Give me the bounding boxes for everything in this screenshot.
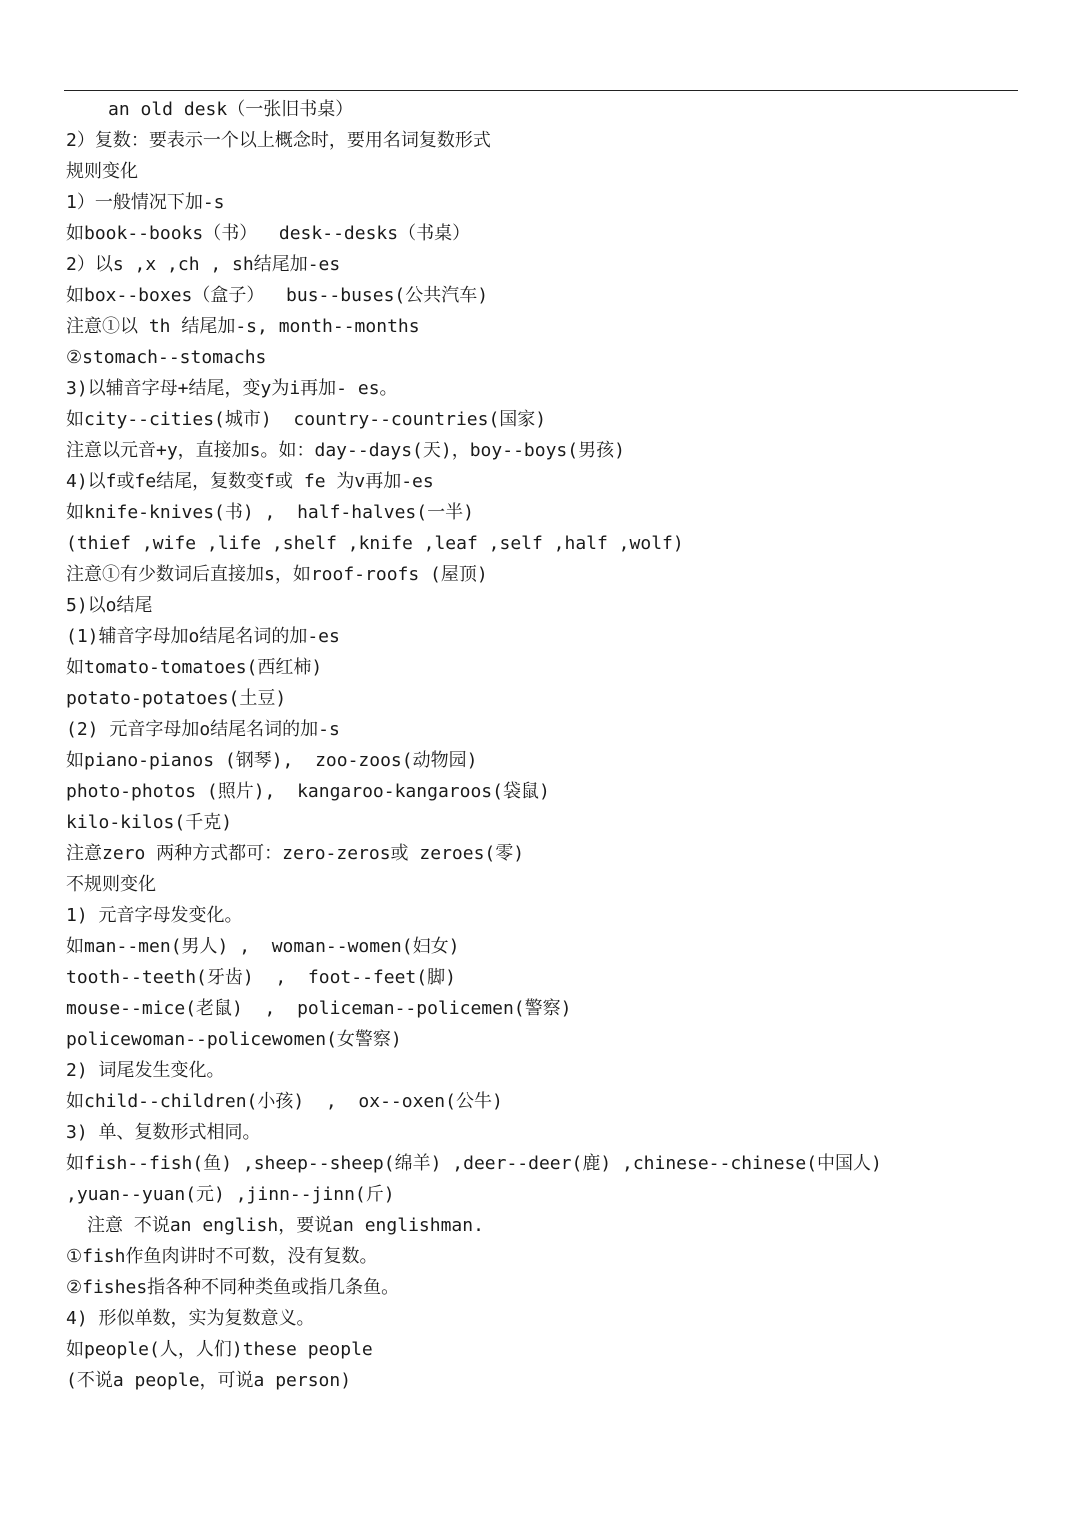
text-line: 不规则变化 (66, 874, 156, 895)
text-line: ②fishes指各种不同种类鱼或指几条鱼。 (66, 1277, 400, 1298)
text-line: ①fish作鱼肉讲时不可数，没有复数。 (66, 1246, 378, 1267)
text-line: 4)以f或fe结尾，复数变f或 fe 为v再加-es (66, 471, 434, 492)
text-line: (不说a people，可说a person) (66, 1370, 352, 1391)
text-line: 如knife-knives(书) , half-halves(一半) (66, 502, 474, 523)
text-line: 如piano-pianos (钢琴), zoo-zoos(动物园) (66, 750, 478, 771)
text-line: 注意①以 th 结尾加-s, month--months (66, 316, 420, 337)
text-line: 如city--cities(城市) country--countries(国家) (66, 409, 547, 430)
text-line: ,yuan--yuan(元) ,jinn--jinn(斤) (66, 1184, 395, 1205)
text-line: 3) 单、复数形式相同。 (66, 1122, 261, 1143)
text-line: 如child--children(小孩) , ox--oxen(公牛) (66, 1091, 503, 1112)
document-body (66, 94, 1016, 1396)
text-line: 如box--boxes（盒子） bus--buses(公共汽车) (66, 285, 489, 306)
text-line: 2) 词尾发生变化。 (66, 1060, 225, 1081)
text-line: ②stomach--stomachs (66, 347, 267, 368)
text-line: (2) 元音字母加o结尾名词的加-s (66, 719, 340, 740)
text-line: 如book--books（书） desk--desks（书桌） (66, 223, 471, 244)
header-rule (64, 90, 1018, 91)
text-line: 注意以元音+y，直接加s。如：day--days(天)，boy--boys(男孩) (66, 440, 625, 461)
text-line: 3)以辅音字母+结尾，变y为i再加- es。 (66, 378, 398, 399)
text-line: 4) 形似单数，实为复数意义。 (66, 1308, 315, 1329)
text-line: kilo-kilos(千克) (66, 812, 233, 833)
text-line: 规则变化 (66, 161, 138, 182)
text-line: tooth--teeth(牙齿) , foot--feet(脚) (66, 967, 456, 988)
text-line: 1) 元音字母发变化。 (66, 905, 243, 926)
text-line: (thief ,wife ,life ,shelf ,knife ,leaf ,self ,half ,wolf) (66, 533, 684, 554)
text-line: 如fish--fish(鱼) ,sheep--sheep(绵羊) ,deer--deer(鹿) ,chinese--chinese(中国人) (66, 1153, 882, 1174)
text-line: 如people(人，人们)these people (66, 1339, 373, 1360)
text-line: 注意①有少数词后直接加s，如roof-roofs (屋顶) (66, 564, 488, 585)
text-line: (1)辅音字母加o结尾名词的加-es (66, 626, 340, 647)
text-line: 2）复数：要表示一个以上概念时，要用名词复数形式 (66, 130, 491, 151)
text-line: policewoman--policewomen(女警察) (66, 1029, 402, 1050)
text-line: potato-potatoes(土豆) (66, 688, 287, 709)
text-line: 如man--men(男人) , woman--women(妇女) (66, 936, 460, 957)
text-line: 1）一般情况下加-s (66, 192, 225, 213)
text-line: 注意 不说an english，要说an englishman. (87, 1215, 484, 1236)
text-line: photo-photos (照片), kangaroo-kangaroos(袋鼠) (66, 781, 550, 802)
text-line: 5)以o结尾 (66, 595, 153, 616)
text-line: 2）以s ,x ,ch , sh结尾加-es (66, 254, 341, 275)
text-line: an old desk（一张旧书桌） (108, 99, 354, 120)
text-line: mouse--mice(老鼠) , policeman--policemen(警察) (66, 998, 572, 1019)
text-line: 如tomato-tomatoes(西红柿) (66, 657, 323, 678)
text-line: 注意zero 两种方式都可：zero-zeros或 zeroes(零) (66, 843, 525, 864)
